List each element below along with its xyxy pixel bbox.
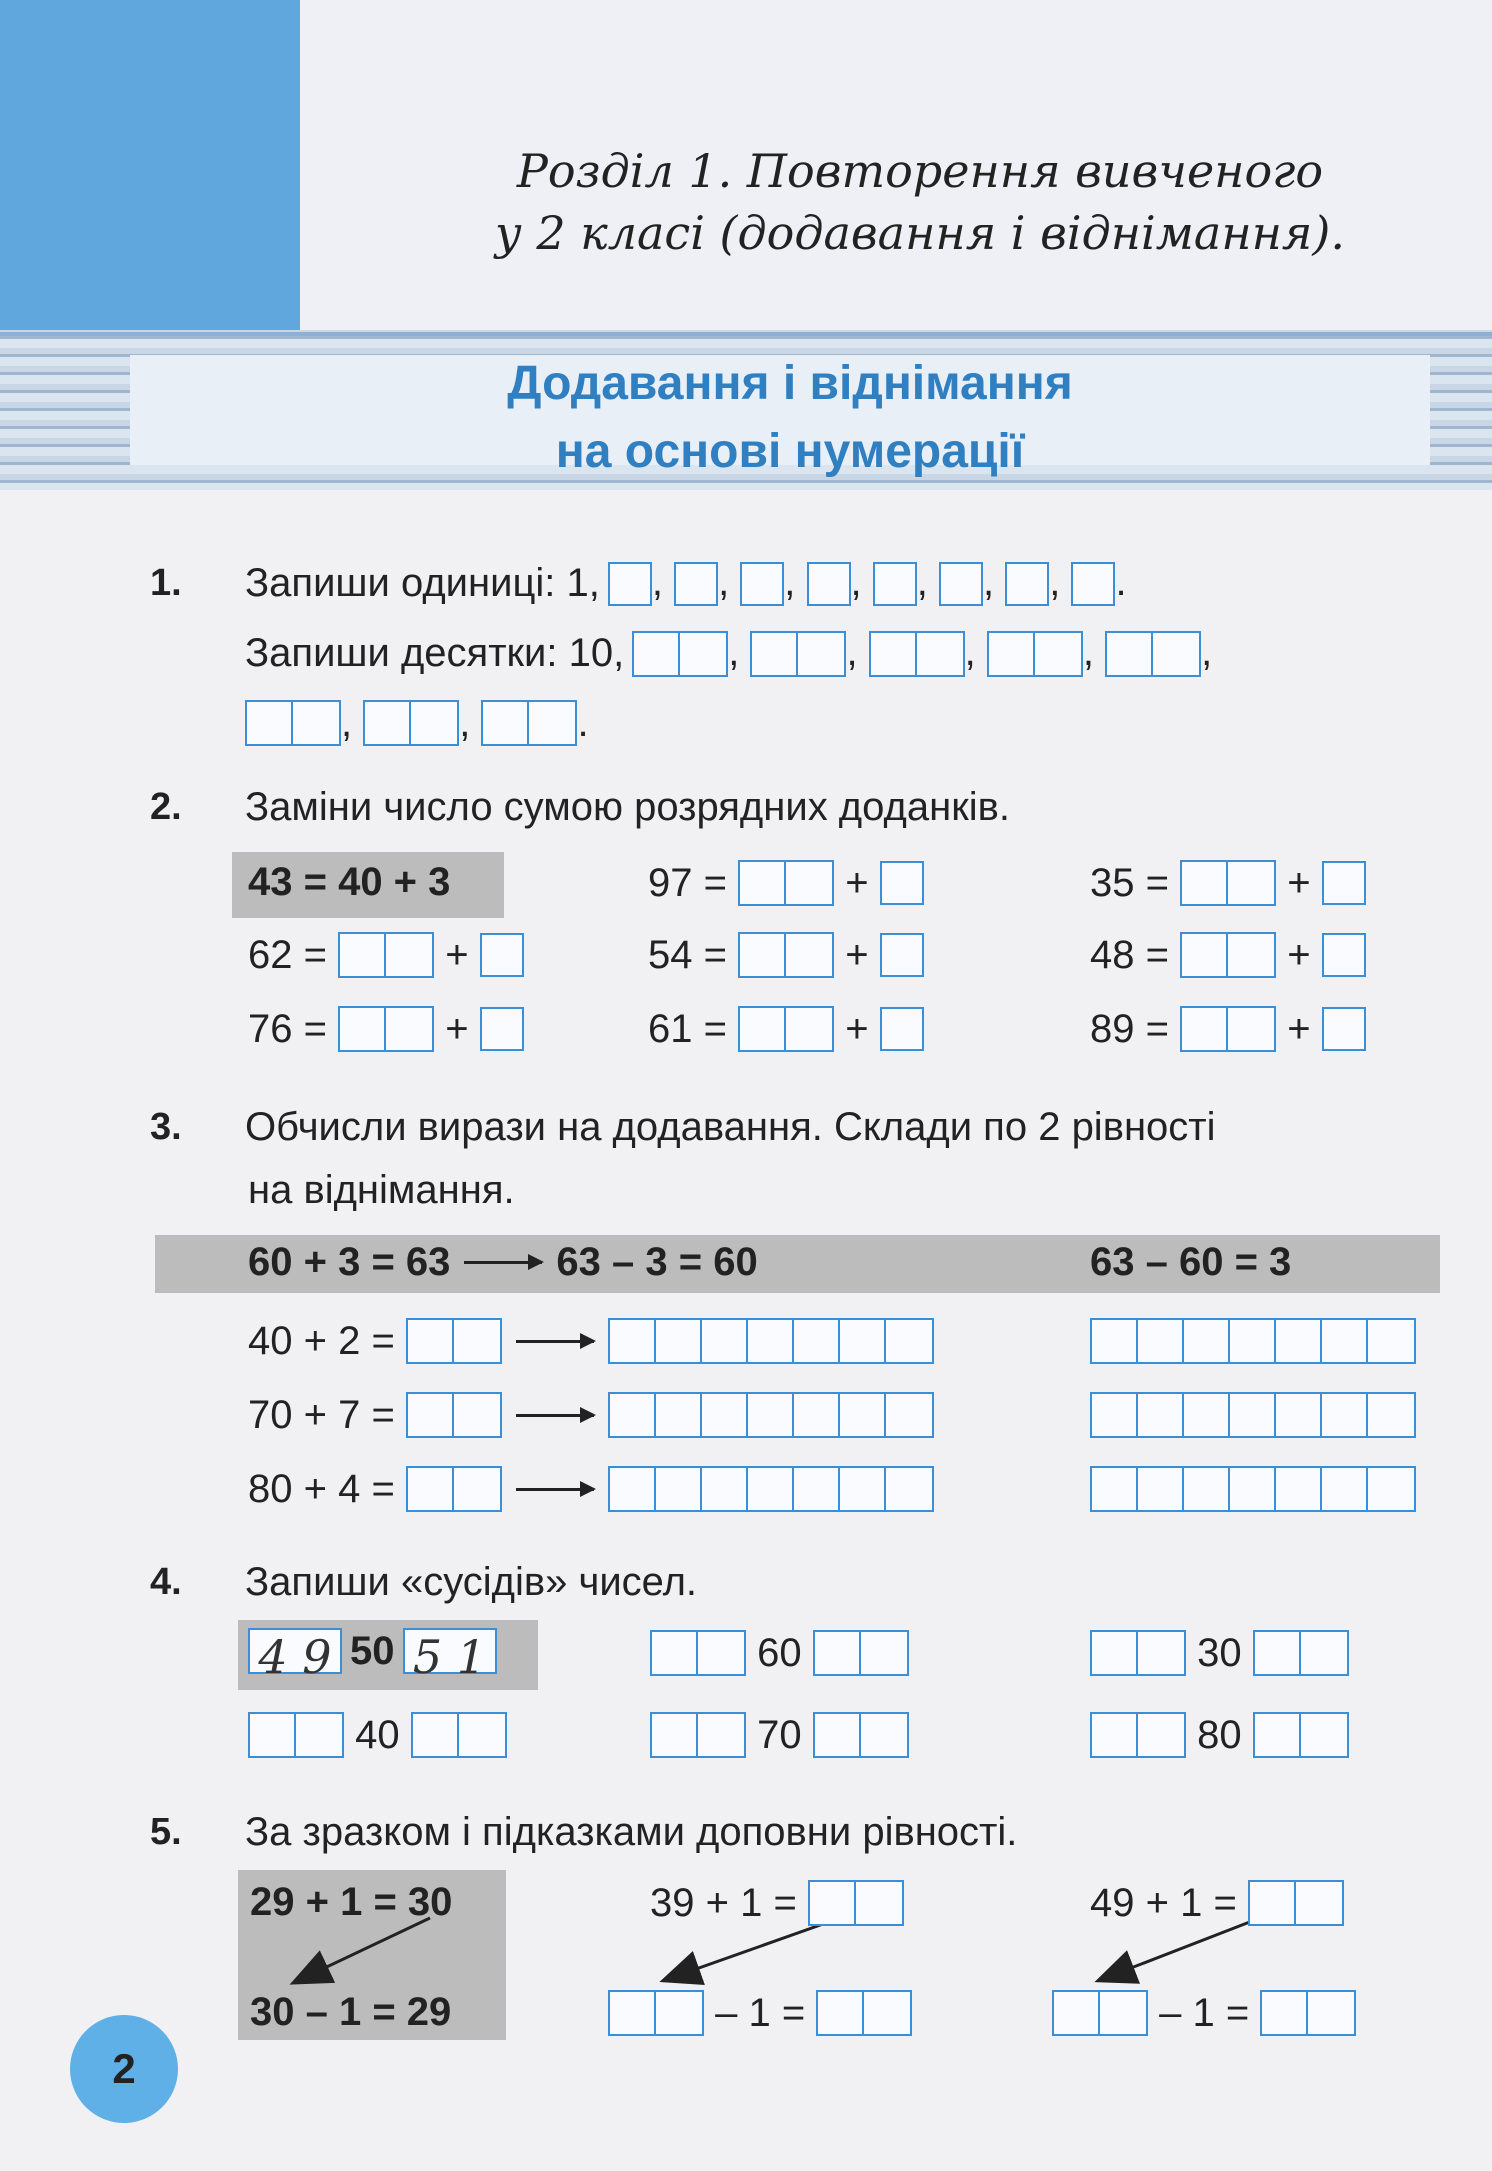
task2-item: 61 = + [648, 1006, 924, 1052]
answer-box[interactable] [608, 1990, 704, 2036]
task5-item [1052, 1990, 1356, 2036]
answer-box[interactable] [1260, 1990, 1356, 2036]
task2-example: 43 = 40 + 3 [248, 860, 451, 904]
task2-item: 62 = + [248, 932, 524, 978]
item-label: 61 = [648, 1006, 727, 1051]
task5-text: За зразком і підказками доповни рівності. [245, 1810, 1018, 1854]
minus-one-label: – 1 = [715, 1990, 806, 2035]
section-title-line-2: у 2 класі (додавання і віднімання). [495, 206, 1345, 260]
task5-item [650, 1880, 904, 1926]
task2-item: 48 = + [1090, 932, 1366, 978]
item-label: 48 = [1090, 932, 1169, 977]
task2-number: 2. [150, 786, 182, 828]
task3-text-2: на віднімання. [248, 1168, 515, 1212]
item-label: 40 + 2 = [248, 1318, 395, 1363]
task1-text-1: Запиши одиниці: 1, [245, 560, 600, 605]
answer-box[interactable] [1248, 1880, 1344, 1926]
section-title-line-1: Розділ 1. Повторення вивченого [516, 144, 1324, 198]
task3-number: 3. [150, 1106, 182, 1148]
example-diff-1: 63 – 3 = 60 [556, 1240, 758, 1284]
task4-text: Запиши «сусідів» чисел. [245, 1560, 698, 1604]
task3-text-1: Обчисли вирази на додавання. Склади по 2 рівності [245, 1105, 1216, 1149]
example-number: 50 [350, 1628, 395, 1673]
units-boxes: , , , , , , , . [608, 560, 1127, 606]
task5-example-top: 29 + 1 = 30 [250, 1880, 453, 1924]
minus-one-label: – 1 = [1159, 1990, 1250, 2035]
hint-arrow-icon [665, 1918, 840, 1980]
item-label: 39 + 1 = [650, 1880, 797, 1925]
item-label: 80 + 4 = [248, 1466, 395, 1511]
answer-box[interactable] [816, 1990, 912, 2036]
task4-number-value: 60 [757, 1630, 802, 1675]
item-label: 89 = [1090, 1006, 1169, 1051]
task1-text-2: Запиши десятки: 10, [245, 631, 625, 676]
hint-arrow-icon [1100, 1918, 1260, 1980]
task5-item [1090, 1880, 1344, 1926]
task1-line3: , , . [245, 700, 589, 746]
hint-arrow-icon [295, 1918, 430, 1982]
tens-boxes: , , , , , [632, 630, 1212, 677]
lesson-title-line-2: на основі нумерації [555, 425, 1025, 478]
task2-item: 76 = + [248, 1006, 524, 1052]
item-label: 76 = [248, 1006, 327, 1051]
task1-number: 1. [150, 561, 182, 604]
item-label: 49 + 1 = [1090, 1880, 1237, 1925]
item-label: 54 = [648, 932, 727, 977]
answer-box[interactable] [808, 1880, 904, 1926]
task5-number: 5. [150, 1811, 182, 1853]
task4-number-value: 30 [1197, 1630, 1242, 1675]
task4-number: 4. [150, 1561, 182, 1603]
answer-box[interactable] [1052, 1990, 1148, 2036]
item-label: 70 + 7 = [248, 1392, 395, 1437]
page-number: 2 [70, 2015, 178, 2123]
task5-example-bottom: 30 – 1 = 29 [250, 1990, 452, 2034]
lesson-title-line-1: Додавання і віднімання [507, 357, 1073, 410]
handwritten-answer: 4 9 [258, 1630, 332, 1684]
item-label: 97 = [648, 860, 727, 905]
task2-item: 97 = + [648, 860, 924, 906]
item-label: 62 = [248, 932, 327, 977]
task2-item: 54 = + [648, 932, 924, 978]
task2-item: 89 = + [1090, 1006, 1366, 1052]
example-sum: 60 + 3 = 63 [248, 1240, 451, 1284]
task4-number-value: 70 [757, 1712, 802, 1757]
task4-number-value: 40 [355, 1712, 400, 1757]
task2-text: Заміни число сумою розрядних доданків. [245, 785, 1010, 829]
example-diff-2: 63 – 60 = 3 [1090, 1240, 1292, 1284]
task5-item [608, 1990, 912, 2036]
handwritten-answer: 5 1 [412, 1630, 487, 1684]
item-label: 35 = [1090, 860, 1169, 905]
task4-number-value: 80 [1197, 1712, 1242, 1757]
task2-item: 35 = + [1090, 860, 1366, 906]
